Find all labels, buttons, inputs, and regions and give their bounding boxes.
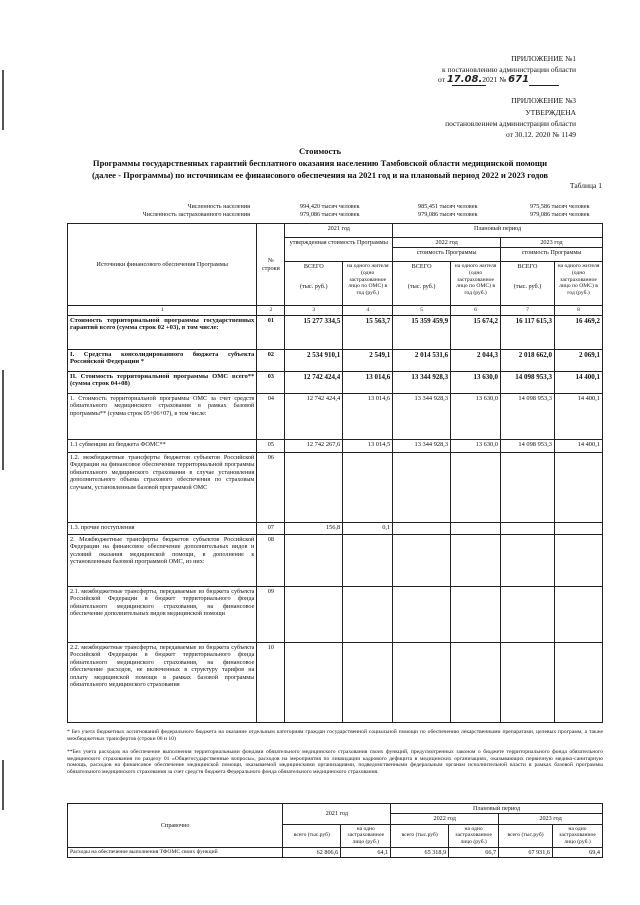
row-value [393,643,451,723]
row-value: 14 400,1 [554,440,602,453]
total-header [285,262,343,306]
col-number: 3 [285,306,343,316]
row-value [501,535,555,587]
row-value: 15 563,7 [343,316,393,350]
table-row [68,316,603,350]
insured-label: Численность застрахованного населения [142,211,250,218]
row-value [343,643,393,723]
row-value: 2 069,1 [554,350,602,372]
doc-subtitle-1: Программы государственных гарантий бесплатного оказания населению Тамбовской области медицинской помощи [92,158,548,168]
row-value: 13 630,0 [451,394,501,440]
ref-year-2023: 2023 год [499,814,603,824]
ref-year-2021: 2021 год [283,804,391,825]
row-value: 2 018 662,0 [501,350,555,372]
row-value: 0,1 [343,523,393,535]
row-value [451,453,501,523]
row-label: 1.3. прочие поступления [68,523,257,535]
decree-date-line [438,75,588,84]
table-header-row [68,224,603,238]
table-body [68,316,603,723]
col-number: 6 [451,306,501,316]
population-2021: 994,420 тысяч человек [300,203,360,210]
cost-table [67,223,603,723]
row-value [285,453,343,523]
col-number: 8 [554,306,602,316]
population-2023: 975,586 тысяч человек [530,203,590,210]
row-value: 13 630,0 [451,440,501,453]
ref-per-ins-header: на одно застрахованное лицо (руб.) [341,824,391,847]
row-number: 09 [257,587,285,643]
column-number-row [68,306,603,316]
row-value: 13 014,6 [343,372,393,394]
ref-total-header: всего (тыс.руб) [283,824,341,847]
ref-value: 64,1 [341,847,391,857]
row-value [285,587,343,643]
row-value: 2 044,3 [451,350,501,372]
row-number: 01 [257,316,285,350]
doc-subtitle-2: (далее - Программы) по источникам ее финансового обеспечения на 2021 год и на плановый период 2022 и 2023 годов [91,170,549,180]
ref-total-header: всего (тыс.руб) [499,824,553,847]
row-value: 13 014,6 [343,394,393,440]
row-label: 1. Стоимость территориальной программы ОМС за счет средств обязательного медицинского страхования в рамках базовой программы** (сумма строк 05+06+07), в том числе: [68,394,257,440]
ref-per-ins-header: на одно застрахованное лицо (руб.) [553,824,603,847]
unit-label: (тыс. руб.) [300,282,328,290]
total-label: ВСЕГО [411,263,432,271]
footnote-2: **Без учета расходов на обеспечение выполнения территориальными фондами обязательного медицинского страхования своих функций, предусмотренных законом о бюджете территориального фонда обязательного медицинского страхования по разделу 01 «Общегосударственные вопросы», расходов на мероприятия по ликвидации кадрового дефицита в медицинских организациях, оказывающих первичную медико-санитарную помощь, расходов на финансовое обеспечение медицинской помощи, оказываемой медицинскими организациями, подведомственными федеральным органам исполнительной власти в рамках базовой программы обязательного медицинского страхования за счет средств бюджета Федерального фонда обязательного медицинского страхования. [67,749,603,775]
row-value [554,453,602,523]
planned-period-header: Плановый период [393,224,603,238]
row-value: 2 014 531,6 [393,350,451,372]
ref-value: 67 931,6 [499,847,553,857]
ref-value: 62 806,6 [283,847,341,857]
ref-year-2022: 2022 год [391,814,499,824]
table-row [68,535,603,587]
approved-cost-header: утвержденная стоимость Программы [285,238,393,262]
row-value: 13 344 928,3 [393,394,451,440]
row-label: I. Средства консолидированного бюджета субъекта Российской Федерации * [68,350,257,372]
row-value: 16 117 615,3 [501,316,555,350]
table-row [68,643,603,723]
table-row [68,440,603,453]
old-decree-date: от 30.12. 2020 № 1149 [505,130,576,139]
row-value: 15 359 459,9 [393,316,451,350]
row-value [343,453,393,523]
row-value: 15 674,2 [451,316,501,350]
row-value [554,587,602,643]
row-number: 04 [257,394,285,440]
ref-data-row [68,847,603,857]
row-number: 03 [257,372,285,394]
total-header [393,262,451,306]
source-header: Источники финансового обеспечения Программы [68,224,257,306]
row-value [393,523,451,535]
table-label: Таблица 1 [569,181,602,190]
per-capita-header: на одного жителя (одно застрахованное лицо по ОМС) в год (руб.) [451,262,501,306]
unit-label: (тыс. руб.) [513,282,542,290]
underline [529,85,559,86]
row-label: 1.2. межбюджетные трансферты бюджетов субъектов Российской Федерации на финансовое обеспечение территориальной программы обязательного медицинского страхования в случае установления дополнительного объема страхового обеспечения по страховым случаям, установленным базовой программой ОМС [68,453,257,523]
row-number: 07 [257,523,285,535]
per-capita-header: на одного жителя (одно застрахованное лицо по ОМС) в год (руб.) [343,262,393,306]
reference-table [67,803,603,858]
row-value: 14 098 953,3 [501,372,555,394]
cost-2022-header: стоимость Программы [393,248,501,262]
row-value [554,643,602,723]
row-value: 15 277 334,5 [285,316,343,350]
year-2021-header: 2021 год [285,224,393,238]
row-value [393,587,451,643]
scan-edge-mark [2,760,4,810]
col-number: 2 [257,306,285,316]
row-value: 14 098 953,3 [501,440,555,453]
row-number: 08 [257,535,285,587]
ref-value: 69,4 [553,847,603,857]
row-value: 13 014,5 [343,440,393,453]
unit-label: (тыс. руб.) [407,282,436,290]
row-value [285,643,343,723]
ref-value: 66,7 [449,847,499,857]
ref-row-label: Расходы на обеспечение выполнения ТФОМС своих функций [68,847,283,857]
appendix-3-label: ПРИЛОЖЕНИЕ №3 [511,96,576,105]
cost-2023-header: стоимость Программы [501,248,603,262]
underline [452,85,486,86]
to-decree-label: к постановлению администрации области [442,65,576,74]
handwritten-date: 17.08. [446,74,483,85]
table-row [68,523,603,535]
row-value: 12 742 424,4 [285,372,343,394]
col-number: 7 [501,306,555,316]
scan-edge-mark [2,370,4,470]
table-row [68,587,603,643]
row-number: 06 [257,453,285,523]
row-label: 2. Межбюджетные трансферты бюджетов субъектов Российской Федерации на финансовое обеспечение дополнительных видов и условий оказания медицинской помощи, в дополнение к установленным базовой программой ОМС, из них: [68,535,257,587]
row-value [501,523,555,535]
row-value [451,523,501,535]
row-number: 02 [257,350,285,372]
row-value: 14 400,1 [554,394,602,440]
year-2023-header: 2023 год [501,238,603,248]
table-row [68,453,603,523]
row-value [501,587,555,643]
ref-value: 65 318,9 [391,847,449,857]
insured-2023: 979,086 тысяч человек [530,211,590,218]
number-prefix: № [499,75,507,84]
row-value: 2 549,1 [343,350,393,372]
row-value: 12 742 267,6 [285,440,343,453]
row-value: 13 344 928,3 [393,440,451,453]
ref-title: Справочно [68,804,283,848]
row-value [285,535,343,587]
row-value: 14 098 953,3 [501,394,555,440]
insured-2021: 979,086 тысяч человек [300,211,360,218]
ref-planned: Плановый период [391,804,603,814]
from-prefix: от [438,75,445,84]
row-no-header: № строки [257,224,285,306]
row-value [343,587,393,643]
row-value [451,643,501,723]
row-value [554,523,602,535]
row-value [393,453,451,523]
decree-year: 2021 [482,75,498,84]
row-value: 16 469,2 [554,316,602,350]
ref-per-ins-header: на одно застрахованное лицо (руб.) [449,824,499,847]
col-number: 5 [393,306,451,316]
row-label: Стоимость территориальной программы государственных гарантий всего (сумма строк 02 +03), в том числе: [68,316,257,350]
row-value: 12 742 424,4 [285,394,343,440]
by-decree-label: постановлением администрации области [445,119,576,128]
ref-total-header: всего (тыс.руб) [391,824,449,847]
row-label: 1.1 субвенции из бюджета ФОМС** [68,440,257,453]
ref-header-row [68,804,603,814]
row-label: 2.2. межбюджетные трансферты, передаваемые из бюджета субъекта Российской Федерации в бюджет территориального фонда обязательного медицинского страхования, на финансовое обеспечение расходов, не включенных в структуру тарифов на оплату медицинской помощи в рамках базовой программы обязательного медицинского страхования [68,643,257,723]
table-row [68,394,603,440]
table-row [68,372,603,394]
approved-label: УТВЕРЖДЕНА [525,108,576,117]
row-value [501,453,555,523]
handwritten-number: 671 [508,74,530,85]
scan-edge-mark [2,70,4,130]
col-number: 4 [343,306,393,316]
appendix-1-label: ПРИЛОЖЕНИЕ №1 [511,54,576,63]
footnote-1: * Без учета бюджетных ассигнований федерального бюджета на оказание отдельным категориям граждан государственной социальной помощи по обеспечению лекарственными препаратами, целевых программ, а также межбюджетных трансфертов (строки 06 и 10) [67,729,603,742]
row-number: 10 [257,643,285,723]
total-label: ВСЕГО [517,263,538,271]
row-value [554,535,602,587]
row-label: II. Стоимость территориальной программы ОМС всего** (сумма строк 04+08) [68,372,257,394]
row-value [343,535,393,587]
col-number: 1 [68,306,257,316]
year-2022-header: 2022 год [393,238,501,248]
row-number: 05 [257,440,285,453]
per-capita-header: на одного жителя (одно застрахованное лицо по ОМС) в год (руб.) [554,262,602,306]
insured-2022: 979,086 тысяч человек [418,211,478,218]
row-value [451,587,501,643]
row-value: 14 400,1 [554,372,602,394]
row-label: 2.1. межбюджетные трансферты, передаваемые из бюджета субъекта Российской Федерации в бюджет территориального фонда обязательного медицинского страхования, на финансовое обеспечение дополнительных видов медицинской помощи [68,587,257,643]
row-value: 13 344 928,3 [393,372,451,394]
row-value [451,535,501,587]
row-value: 2 534 910,1 [285,350,343,372]
row-value [393,535,451,587]
population-2022: 985,451 тысяч человек [418,203,478,210]
total-label: ВСЕГО [303,263,324,271]
total-header [501,262,555,306]
row-value [501,643,555,723]
table-row [68,350,603,372]
doc-title: Стоимость [298,146,342,156]
row-value: 156,8 [285,523,343,535]
population-label: Численность населения [187,203,250,210]
row-value: 13 630,0 [451,372,501,394]
